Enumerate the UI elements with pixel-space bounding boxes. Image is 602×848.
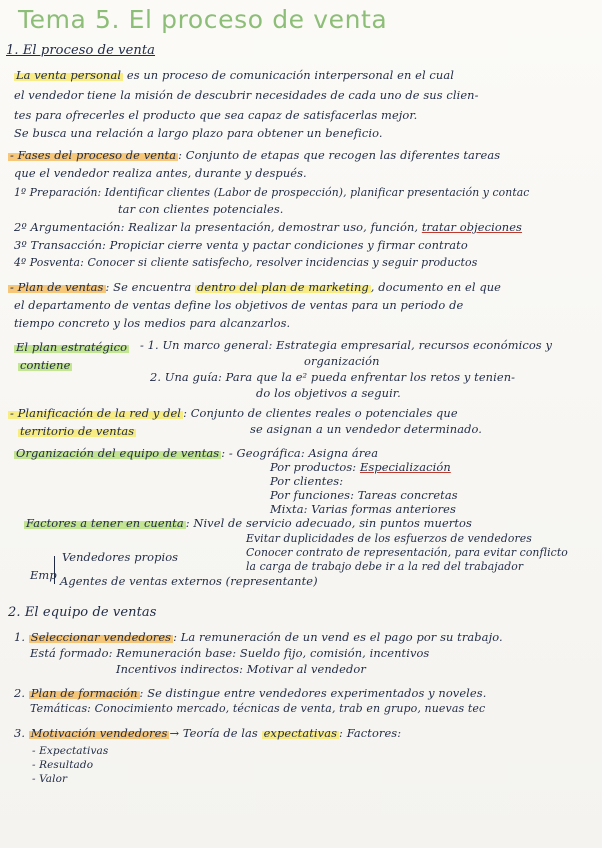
organizacion-productos: Por productos: Especialización: [270, 460, 451, 474]
factores-line-4: la carga de trabajo debe ir a la red del trabajador: [246, 560, 524, 573]
page-title: Tema 5. El proceso de venta: [18, 5, 388, 34]
definition-line-2: el vendedor tiene la misión de descubrir necesidades de cada uno de sus clien-: [14, 88, 479, 102]
fase-1-line-1: 1º Preparación: Identificar clientes (Labor de prospección), planificar presentación y contac: [14, 186, 530, 199]
highlight-plan-ventas: - Plan de ventas: [10, 280, 104, 294]
fase-1-line-2: tar con clientes potenciales.: [118, 202, 284, 216]
estrategico-item-2a: 2. Una guía: Para que la e² pueda enfrentar los retos y tenien-: [150, 370, 516, 384]
factores-line-1: Factores a tener en cuenta : Nivel de servicio adecuado, sin puntos muertos: [26, 516, 472, 530]
tratar-objeciones: tratar objeciones: [421, 220, 523, 234]
agentes-externos: Agentes de ventas externos (representante): [60, 574, 318, 588]
arrow-icon: →: [169, 726, 180, 740]
seleccionar-line: 1. Seleccionar vendedores : La remuneración de un vend es el pago por su trabajo.: [14, 630, 503, 644]
fases-line-1: - Fases del proceso de venta : Conjunto de etapas que recogen las diferentes tareas: [10, 148, 501, 162]
factores-line-2: Evitar duplicidades de los esfuerzos de vendedores: [246, 532, 532, 545]
factor-resultado: - Resultado: [32, 759, 94, 771]
estrategico-item-1b: organización: [304, 354, 380, 368]
factores-line-3: Conocer contrato de representación, para evitar conflicto: [246, 546, 568, 559]
motivacion-line: 3. Motivación vendedores → Teoría de las expectativas : Factores:: [14, 726, 402, 740]
highlight-motivacion: Motivación vendedores: [30, 726, 168, 740]
definition-line-3: tes para ofrecerles el producto que sea capaz de satisfacerlas mejor.: [14, 108, 418, 122]
highlight-plan-marketing: dentro del plan de marketing: [196, 280, 369, 294]
fase-4: 4º Posventa: Conocer si cliente satisfecho, resolver incidencias y seguir productos: [14, 256, 478, 269]
plan-estrategico-label: El plan estratégico: [16, 340, 128, 354]
definition-line-4: Se busca una relación a largo plazo para obtener un beneficio.: [14, 126, 383, 140]
highlight-formacion: Plan de formación: [30, 686, 138, 700]
remuneracion-line-1: Está formado: Remuneración base: Sueldo fijo, comisión, incentivos: [30, 646, 430, 660]
fases-line-2: que el vendedor realiza antes, durante y después.: [14, 166, 307, 180]
territorio-line-1: - Planificación de la red y del : Conjunto de clientes reales o potenciales que: [10, 406, 458, 420]
formacion-line-2: Temáticas: Conocimiento mercado, técnicas de venta, trab en grupo, nuevas tec: [30, 702, 486, 715]
highlight-fases: - Fases del proceso de venta: [10, 148, 177, 162]
organizacion-line: Organización del equipo de ventas : - Geográfica: Asigna área: [16, 446, 379, 460]
organizacion-clientes: Por clientes:: [270, 474, 344, 488]
factor-expectativas: - Expectativas: [32, 745, 109, 757]
plan-line-3: tiempo concreto y los medios para alcanzarlos.: [14, 316, 291, 330]
estrategico-item-2b: do los objetivos a seguir.: [256, 386, 401, 400]
emp-bracket: [54, 556, 55, 584]
highlight-organizacion: Organización del equipo de ventas: [16, 446, 220, 460]
vendedores-propios: Vendedores propios: [62, 550, 179, 564]
organizacion-mixta: Mixta: Varias formas anteriores: [270, 502, 456, 516]
remuneracion-line-2: Incentivos indirectos: Motivar al vendedor: [116, 662, 366, 676]
estrategico-item-1a: - 1. Un marco general: Estrategia empresarial, recursos económicos y: [140, 338, 552, 352]
organizacion-funciones: Por funciones: Tareas concretas: [270, 488, 458, 502]
territorio-line-2: territorio de ventas: [20, 424, 135, 438]
plan-line-2: el departamento de ventas define los objetivos de ventas para un periodo de: [14, 298, 464, 312]
highlight-venta-personal: La venta personal: [16, 68, 122, 82]
factor-valor: - Valor: [32, 773, 68, 785]
highlight-planificacion: - Planificación de la red y del: [10, 406, 182, 420]
emp-label: Emp: [30, 568, 57, 582]
fase-2: 2º Argumentación: Realizar la presentación, demostrar uso, función, tratar objeciones: [14, 220, 523, 234]
section-1-heading: 1. El proceso de venta: [6, 43, 156, 58]
plan-line-1: - Plan de ventas : Se encuentra dentro del plan de marketing , documento en el que: [10, 280, 502, 294]
highlight-expectativas: expectativas: [263, 726, 338, 740]
fase-3: 3º Transacción: Propiciar cierre venta y pactar condiciones y firmar contrato: [14, 238, 468, 252]
highlight-factores: Factores a tener en cuenta: [26, 516, 184, 530]
formacion-line-1: 2. Plan de formación : Se distingue entre vendedores experimentados y noveles.: [14, 686, 487, 700]
territorio-line-3: se asignan a un vendedor determinado.: [250, 422, 482, 436]
section-2-heading: 2. El equipo de ventas: [8, 605, 157, 620]
definition-line-1: La venta personal es un proceso de comunicación interpersonal en el cual: [16, 68, 454, 82]
plan-estrategico-contiene: contiene: [20, 358, 71, 372]
highlight-seleccionar: Seleccionar vendedores: [30, 630, 172, 644]
